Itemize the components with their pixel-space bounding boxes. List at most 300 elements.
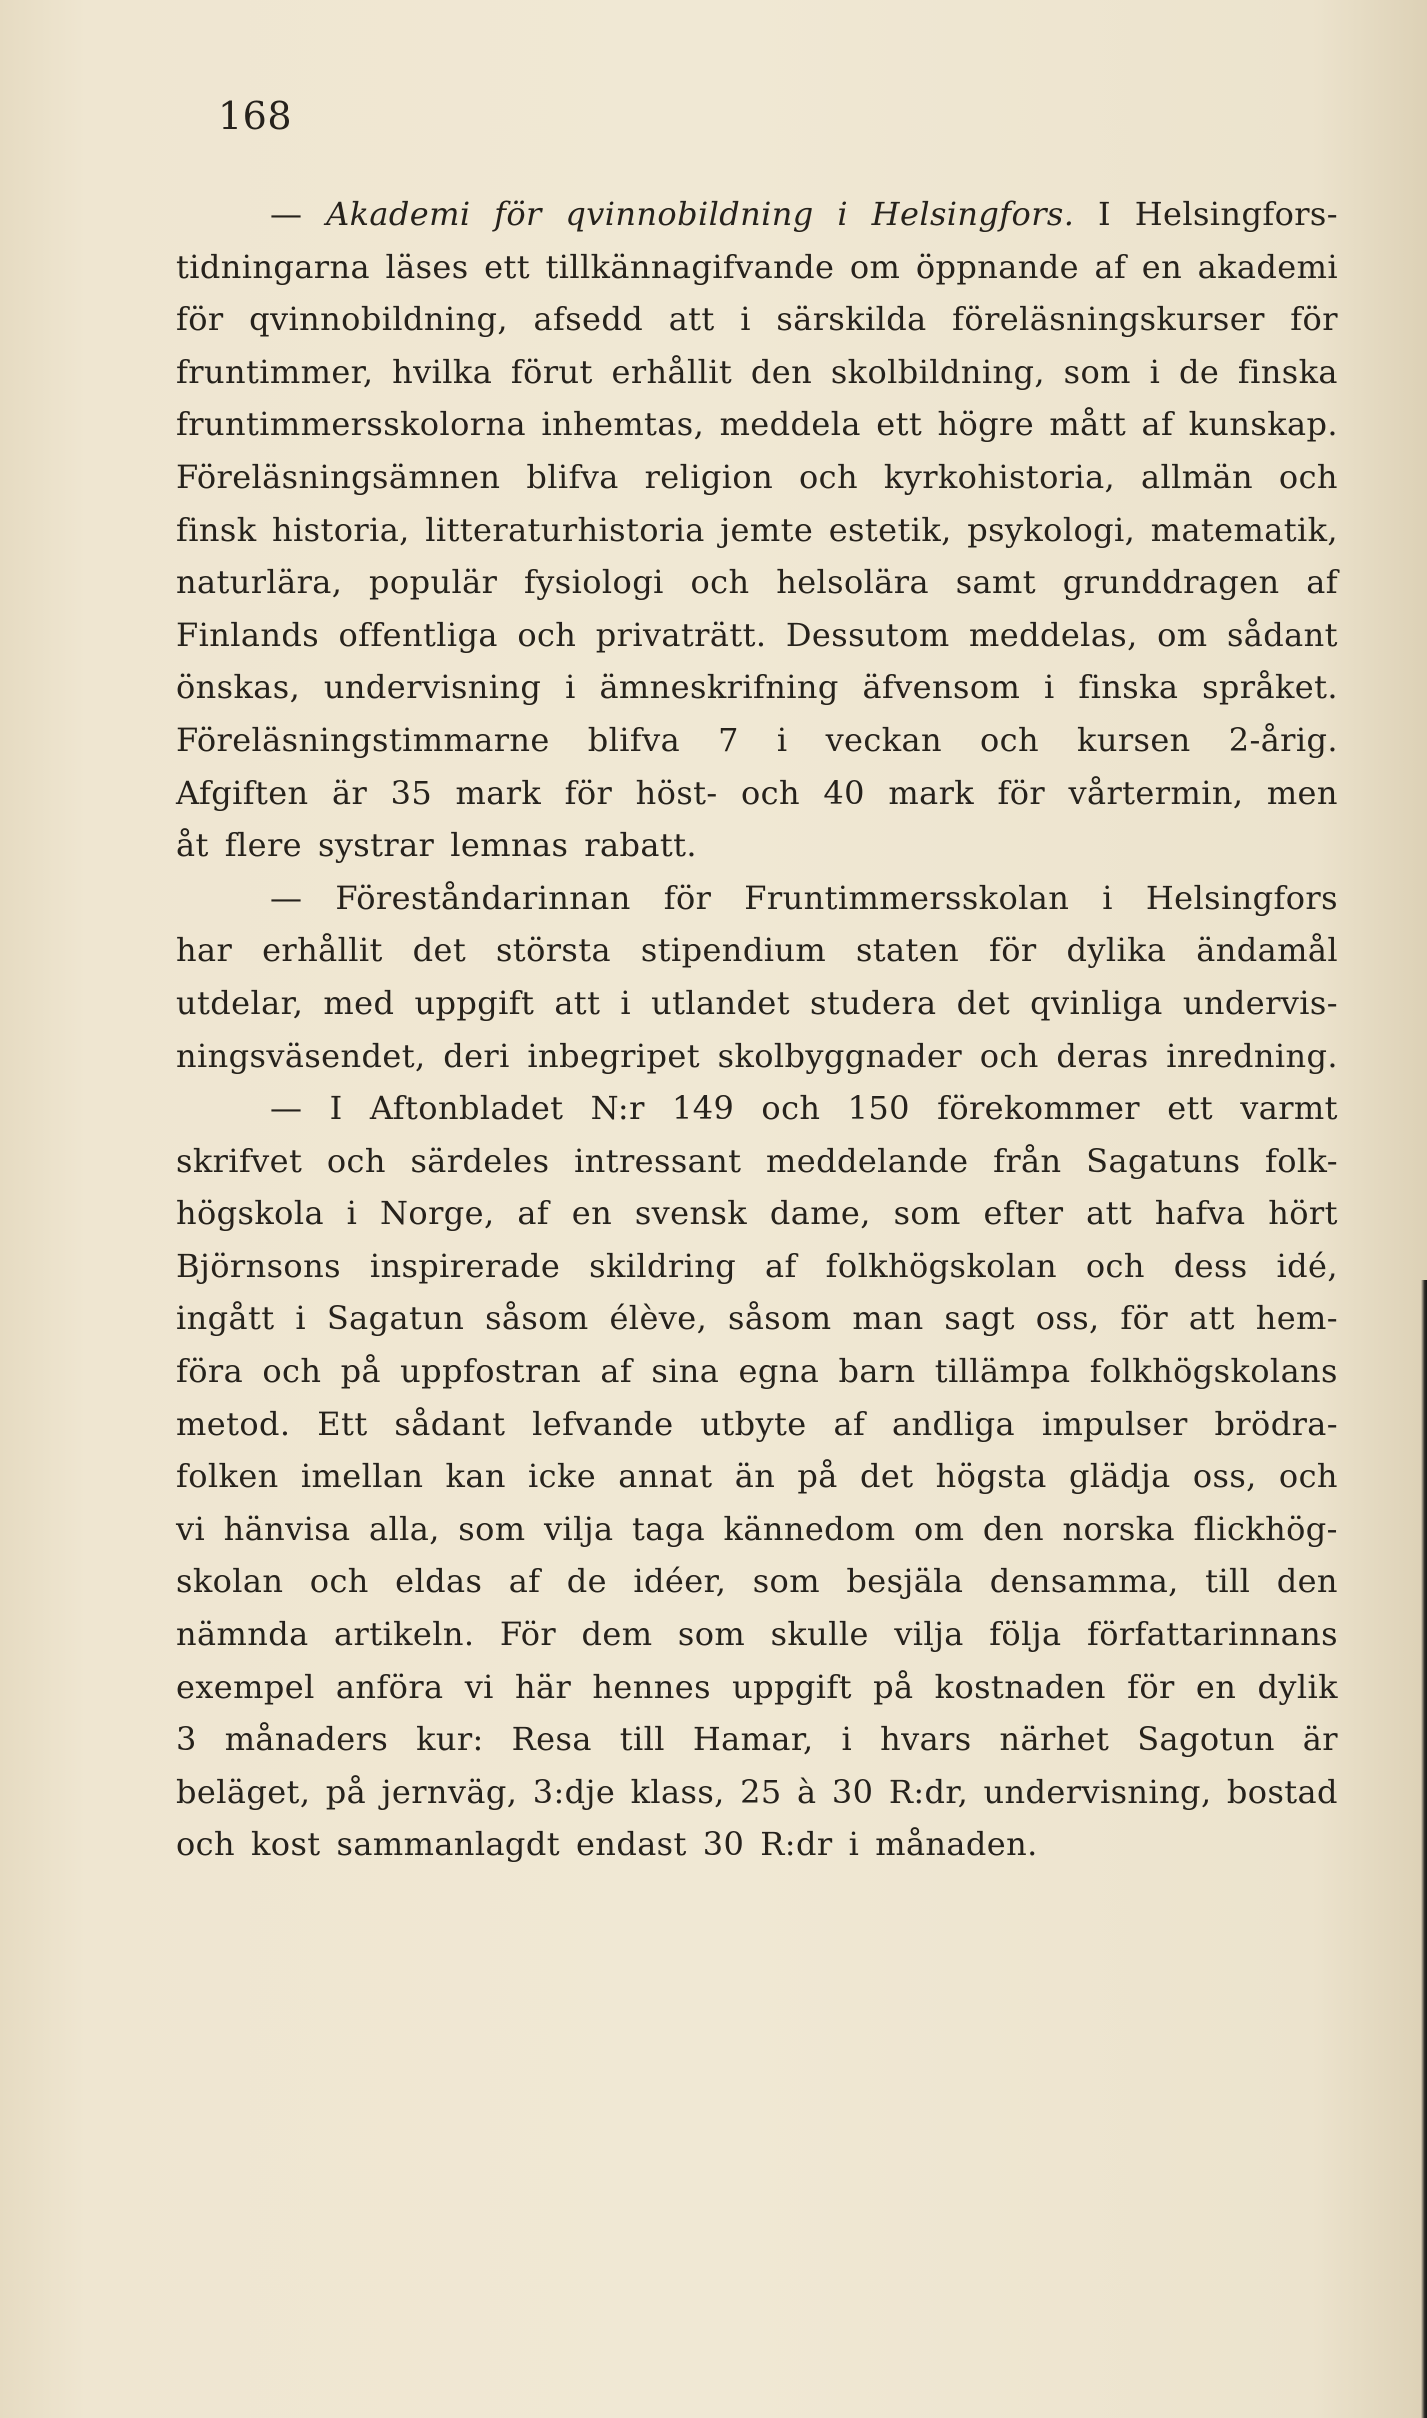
text-line bbox=[176, 451, 1338, 504]
word: med bbox=[323, 983, 395, 1022]
text-line bbox=[176, 1555, 1338, 1608]
word: Hamar, bbox=[692, 1720, 814, 1759]
word: särdeles bbox=[410, 1141, 550, 1180]
word: qvinliga bbox=[1030, 983, 1163, 1022]
word: finska bbox=[1078, 668, 1179, 707]
word: och bbox=[1278, 1457, 1338, 1496]
word: estetik, bbox=[828, 510, 952, 549]
text-line bbox=[176, 1713, 1338, 1766]
word: skolan bbox=[176, 1562, 284, 1601]
word: vilja bbox=[543, 1509, 614, 1548]
text-line bbox=[176, 1608, 1338, 1661]
word: att bbox=[1086, 1194, 1133, 1233]
word: på bbox=[873, 1667, 914, 1706]
word: qvinnobildning bbox=[565, 195, 814, 233]
word: det bbox=[859, 1457, 914, 1496]
word: och bbox=[979, 1036, 1039, 1075]
word: vi bbox=[176, 1509, 206, 1548]
word: Sagotun bbox=[1137, 1720, 1275, 1759]
word: brödra- bbox=[1214, 1404, 1338, 1443]
word: kyrkohistoria, bbox=[883, 457, 1116, 496]
page-number: 168 bbox=[218, 94, 293, 138]
word: utlandet bbox=[651, 983, 790, 1022]
word: önskas, bbox=[176, 668, 301, 707]
word: kännedom bbox=[723, 1509, 896, 1548]
word: undervisning, bbox=[983, 1772, 1212, 1811]
word: Aftonbladet bbox=[369, 1089, 564, 1128]
word: 3 bbox=[176, 1720, 197, 1759]
word: hennes bbox=[592, 1667, 711, 1706]
word: Föreståndarinnan bbox=[335, 878, 631, 917]
word: fruntimmer, bbox=[176, 352, 374, 391]
word: ämneskrifning bbox=[599, 668, 839, 707]
word: uppgift bbox=[414, 983, 535, 1022]
text-line bbox=[176, 398, 1338, 451]
word: kan bbox=[445, 1457, 506, 1496]
word: — bbox=[270, 878, 303, 917]
word: vi bbox=[464, 1667, 494, 1706]
text-line bbox=[176, 1240, 1338, 1293]
word: hört bbox=[1268, 1194, 1338, 1233]
text-line bbox=[176, 1030, 1338, 1083]
word: N:r bbox=[590, 1089, 645, 1128]
word: och bbox=[761, 1089, 821, 1128]
word: hafva bbox=[1154, 1194, 1246, 1233]
word: på bbox=[340, 1352, 381, 1391]
word: eldas bbox=[395, 1562, 483, 1601]
word: varmt bbox=[1240, 1089, 1338, 1128]
word: blifva bbox=[526, 457, 619, 496]
text-line bbox=[176, 1661, 1338, 1714]
word: inhemtas, bbox=[541, 405, 705, 444]
word: akademi bbox=[1197, 247, 1338, 286]
word: mark bbox=[455, 773, 542, 812]
text-line bbox=[176, 1766, 1338, 1819]
word: offentliga bbox=[338, 615, 498, 654]
word: sina bbox=[651, 1352, 720, 1391]
word: Föreläsningstimmarne bbox=[176, 720, 550, 759]
word: inspirerade bbox=[369, 1246, 561, 1285]
word: är bbox=[1302, 1720, 1338, 1759]
word: afsedd bbox=[533, 300, 644, 339]
text-line bbox=[176, 188, 1338, 241]
text-line bbox=[176, 1398, 1338, 1451]
word: rabatt. bbox=[584, 826, 697, 865]
word: och bbox=[517, 615, 577, 654]
word: — bbox=[270, 1089, 303, 1128]
word: Sagatun bbox=[326, 1299, 465, 1338]
word: 7 bbox=[718, 720, 739, 759]
word: som bbox=[1063, 352, 1131, 391]
word: en bbox=[1195, 1667, 1237, 1706]
word: i bbox=[565, 668, 576, 707]
word: folkhögskolan bbox=[825, 1246, 1057, 1285]
word: 150 bbox=[847, 1089, 910, 1128]
word: flere bbox=[224, 826, 302, 865]
word: 30 bbox=[831, 1772, 874, 1811]
text-line bbox=[176, 661, 1338, 714]
word: som bbox=[752, 1562, 820, 1601]
word: hvilka bbox=[392, 352, 493, 391]
word: det bbox=[956, 983, 1011, 1022]
text-line bbox=[176, 872, 1338, 925]
word: veckan bbox=[825, 720, 942, 759]
word: artikeln. bbox=[334, 1615, 475, 1654]
word: endast bbox=[575, 1825, 687, 1864]
word: högre bbox=[937, 405, 1035, 444]
word: högsta bbox=[935, 1457, 1047, 1496]
word: af bbox=[833, 1404, 866, 1443]
word: tillämpa bbox=[934, 1352, 1071, 1391]
word: Helsingfors. bbox=[871, 195, 1075, 233]
text-line bbox=[176, 609, 1338, 662]
word: populär bbox=[369, 563, 498, 602]
word: idé, bbox=[1276, 1246, 1338, 1285]
word: ett bbox=[876, 405, 923, 444]
word: nämnda bbox=[176, 1615, 309, 1654]
word: ett bbox=[1167, 1089, 1214, 1128]
word: af bbox=[1094, 247, 1127, 286]
word: jemte bbox=[720, 510, 814, 549]
word: följa bbox=[989, 1615, 1062, 1654]
word: tillkännagifvande bbox=[545, 247, 835, 286]
word: för bbox=[564, 773, 613, 812]
word: höst- bbox=[635, 773, 718, 812]
word: — bbox=[270, 195, 303, 233]
word: imellan bbox=[300, 1457, 424, 1496]
word: intressant bbox=[574, 1141, 742, 1180]
word: ingått bbox=[176, 1299, 275, 1338]
word: 30 bbox=[702, 1825, 745, 1864]
word: erhållit bbox=[262, 931, 383, 970]
word: grunddragen bbox=[1062, 563, 1280, 602]
word: och bbox=[309, 1562, 369, 1601]
word: folk- bbox=[1265, 1141, 1338, 1180]
word: sammanlagdt bbox=[336, 1825, 560, 1864]
word: blifva bbox=[587, 720, 681, 759]
word: de bbox=[566, 1562, 608, 1601]
word: meddela bbox=[719, 405, 861, 444]
word: barn bbox=[838, 1352, 916, 1391]
word: idéer, bbox=[633, 1562, 727, 1601]
word: hem- bbox=[1255, 1299, 1338, 1338]
word: andliga bbox=[892, 1404, 1016, 1443]
word: staten bbox=[855, 931, 960, 970]
word: kur: bbox=[416, 1720, 484, 1759]
word: den bbox=[750, 352, 813, 391]
word: har bbox=[176, 931, 233, 970]
word: för bbox=[997, 773, 1046, 812]
text-line bbox=[176, 767, 1338, 820]
word: 35 bbox=[390, 773, 433, 812]
word: man bbox=[852, 1299, 924, 1338]
word: icke bbox=[528, 1457, 597, 1496]
word: deras bbox=[1056, 1036, 1149, 1075]
word: af bbox=[517, 1194, 550, 1233]
word: särskilda bbox=[776, 300, 927, 339]
word: kursen bbox=[1077, 720, 1191, 759]
word: taga bbox=[631, 1509, 706, 1548]
text-line bbox=[176, 1135, 1338, 1188]
word: för bbox=[1127, 1667, 1175, 1706]
text-line bbox=[176, 977, 1338, 1030]
word: helsolära bbox=[776, 563, 929, 602]
word: svensk bbox=[634, 1194, 748, 1233]
word: närhet bbox=[999, 1720, 1110, 1759]
word: på bbox=[325, 1772, 367, 1811]
word: sådant bbox=[1226, 615, 1338, 654]
word: de bbox=[1178, 352, 1220, 391]
word: annat bbox=[618, 1457, 713, 1496]
word: 40 bbox=[823, 773, 865, 812]
word: sådant bbox=[394, 1404, 506, 1443]
word: Björnsons bbox=[176, 1246, 341, 1285]
word: från bbox=[993, 1141, 1062, 1180]
word: dame, bbox=[769, 1194, 871, 1233]
word: för bbox=[494, 195, 542, 233]
text-line bbox=[176, 1503, 1338, 1556]
word: dylik bbox=[1257, 1667, 1338, 1706]
text-line bbox=[176, 241, 1338, 294]
word: för bbox=[176, 300, 224, 339]
word: språket. bbox=[1202, 668, 1338, 707]
word: förekommer bbox=[937, 1089, 1140, 1128]
word: för bbox=[663, 878, 712, 917]
word: om bbox=[849, 247, 901, 286]
word: i bbox=[1043, 668, 1055, 707]
word: en bbox=[571, 1194, 613, 1233]
word: i bbox=[1149, 352, 1161, 391]
word: Norge, bbox=[380, 1194, 495, 1233]
word: och bbox=[741, 773, 801, 812]
text-line bbox=[176, 1082, 1338, 1135]
word: af bbox=[508, 1562, 541, 1601]
word: skrifvet bbox=[176, 1141, 303, 1180]
word: kost bbox=[251, 1825, 321, 1864]
word: folken bbox=[176, 1457, 279, 1496]
word: I bbox=[1097, 195, 1112, 233]
word: ett bbox=[484, 247, 530, 286]
word: sagt bbox=[944, 1299, 1015, 1338]
word: är bbox=[331, 773, 368, 812]
word: om bbox=[913, 1509, 965, 1548]
word: i bbox=[837, 195, 848, 233]
word: vårtermin, bbox=[1068, 773, 1244, 812]
word: Sagatuns bbox=[1086, 1141, 1241, 1180]
word: mark bbox=[888, 773, 975, 812]
word: att bbox=[1188, 1299, 1235, 1338]
word: men bbox=[1266, 773, 1338, 812]
word: dem bbox=[581, 1615, 653, 1654]
word: Akademi bbox=[326, 195, 471, 233]
word: i bbox=[346, 1194, 358, 1233]
word: glädja bbox=[1068, 1457, 1171, 1496]
word: oss, bbox=[1192, 1457, 1257, 1496]
word: om bbox=[1157, 615, 1208, 654]
word: af bbox=[1306, 563, 1338, 602]
word: för bbox=[1290, 300, 1338, 339]
word: för bbox=[1120, 1299, 1169, 1338]
word: största bbox=[495, 931, 611, 970]
word: matematik, bbox=[1150, 510, 1338, 549]
text-line bbox=[176, 714, 1338, 767]
word: oss, bbox=[1035, 1299, 1100, 1338]
word: en bbox=[1141, 247, 1183, 286]
word: densamma, bbox=[989, 1562, 1179, 1601]
word: åt bbox=[176, 826, 209, 865]
word: månaden. bbox=[875, 1825, 1038, 1864]
text-line bbox=[176, 1345, 1338, 1398]
word: anföra bbox=[335, 1667, 444, 1706]
word: erhållit bbox=[611, 352, 733, 391]
word: fysiologi bbox=[524, 563, 664, 602]
word: inbegripet bbox=[527, 1036, 700, 1075]
word: och bbox=[690, 563, 750, 602]
word: den bbox=[1276, 1562, 1338, 1601]
word: ändamål bbox=[1196, 931, 1338, 970]
word: dylika bbox=[1066, 931, 1167, 970]
word: R:dr, bbox=[888, 1772, 969, 1811]
word: bostad bbox=[1226, 1772, 1338, 1811]
word: högskola bbox=[176, 1194, 324, 1233]
word: norska bbox=[1062, 1509, 1175, 1548]
word: skolbyggnader bbox=[717, 1036, 963, 1075]
text-line bbox=[176, 1818, 1338, 1871]
text-line bbox=[176, 346, 1338, 399]
word: mått bbox=[1049, 405, 1127, 444]
word: till bbox=[1205, 1562, 1251, 1601]
body-text bbox=[176, 188, 1338, 1871]
word: för bbox=[989, 931, 1037, 970]
word: som bbox=[677, 1615, 746, 1654]
word: och bbox=[799, 457, 859, 496]
word: och bbox=[1085, 1246, 1145, 1285]
word: i bbox=[848, 1825, 860, 1864]
word: tidningarna bbox=[176, 247, 370, 286]
word: hänvisa bbox=[223, 1509, 351, 1548]
word: qvinnobildning, bbox=[249, 300, 508, 339]
word: af bbox=[600, 1352, 633, 1391]
word: i bbox=[776, 720, 788, 759]
word: beläget, bbox=[176, 1772, 311, 1811]
word: allmän bbox=[1141, 457, 1254, 496]
word: vilja bbox=[894, 1615, 964, 1654]
word: psykologi, bbox=[967, 510, 1136, 549]
word: Dessutom bbox=[785, 615, 950, 654]
word: jernväg, bbox=[381, 1772, 518, 1811]
word: till bbox=[619, 1720, 665, 1759]
word: än bbox=[734, 1457, 776, 1496]
word: Helsingfors bbox=[1145, 878, 1338, 917]
word: förut bbox=[510, 352, 593, 391]
word: läses bbox=[385, 247, 469, 286]
word: samt bbox=[955, 563, 1036, 602]
word: stipendium bbox=[640, 931, 827, 970]
word: i bbox=[620, 983, 632, 1022]
word: månaders bbox=[224, 1720, 389, 1759]
word: det bbox=[412, 931, 467, 970]
word: och bbox=[326, 1141, 386, 1180]
word: i bbox=[740, 300, 751, 339]
word: undervis- bbox=[1182, 983, 1338, 1022]
word: religion bbox=[644, 457, 774, 496]
word: i bbox=[841, 1720, 853, 1759]
text-line bbox=[176, 819, 1338, 872]
word: skulle bbox=[770, 1615, 869, 1654]
word: deri bbox=[443, 1036, 510, 1075]
word: af bbox=[765, 1246, 797, 1285]
word: flickhög- bbox=[1193, 1509, 1338, 1548]
text-line bbox=[176, 924, 1338, 977]
word: impulser bbox=[1041, 1404, 1188, 1443]
word: Finlands bbox=[176, 615, 320, 654]
word: här bbox=[515, 1667, 572, 1706]
word: privaträtt. bbox=[595, 615, 767, 654]
word: hvars bbox=[880, 1720, 972, 1759]
word: egna bbox=[738, 1352, 820, 1391]
word: För bbox=[499, 1615, 557, 1654]
text-line bbox=[176, 504, 1338, 557]
word: besjäla bbox=[846, 1562, 964, 1601]
word: 25 bbox=[740, 1772, 782, 1811]
word: och bbox=[176, 1825, 235, 1864]
word: I bbox=[329, 1089, 343, 1128]
word: litteraturhistoria bbox=[425, 510, 705, 549]
word: Föreläsningsämnen bbox=[176, 457, 501, 496]
word: Afgiften bbox=[176, 773, 309, 812]
word: och bbox=[980, 720, 1040, 759]
word: 149 bbox=[671, 1089, 735, 1128]
word: historia, bbox=[271, 510, 410, 549]
word: 2-årig. bbox=[1228, 720, 1338, 759]
word: naturlära, bbox=[176, 563, 343, 602]
word: utbyte bbox=[700, 1404, 807, 1443]
word: att bbox=[554, 983, 601, 1022]
word: inredning. bbox=[1166, 1036, 1338, 1075]
word: såsom bbox=[485, 1299, 589, 1338]
word: kunskap. bbox=[1188, 405, 1338, 444]
word: metod. bbox=[176, 1404, 291, 1443]
word: ningsväsendet, bbox=[176, 1036, 426, 1075]
word: finsk bbox=[176, 510, 257, 549]
word: uppgift bbox=[732, 1667, 852, 1706]
word: i bbox=[295, 1299, 306, 1338]
word: élève, bbox=[609, 1299, 708, 1338]
text-line bbox=[176, 293, 1338, 346]
word: Helsingfors- bbox=[1134, 195, 1338, 233]
text-line bbox=[176, 1292, 1338, 1345]
word: som bbox=[458, 1509, 526, 1548]
word: Fruntimmersskolan bbox=[744, 878, 1070, 917]
word: exempel bbox=[176, 1667, 315, 1706]
word: fruntimmersskolorna bbox=[176, 405, 526, 444]
page-edge-shadow bbox=[1421, 1280, 1427, 2418]
word: undervisning bbox=[323, 668, 542, 707]
text-line bbox=[176, 1187, 1338, 1240]
word: att bbox=[668, 300, 715, 339]
word: finska bbox=[1237, 352, 1338, 391]
word: efter bbox=[983, 1194, 1064, 1233]
word: à bbox=[797, 1772, 817, 1811]
word: skildring bbox=[589, 1246, 737, 1285]
word: öppnande bbox=[915, 247, 1079, 286]
word: skolbildning, bbox=[830, 352, 1045, 391]
word: systrar bbox=[318, 826, 435, 865]
word: R:dr bbox=[760, 1825, 833, 1864]
word: i bbox=[1102, 878, 1113, 917]
word: Resa bbox=[511, 1720, 592, 1759]
word: äfvensom bbox=[862, 668, 1021, 707]
